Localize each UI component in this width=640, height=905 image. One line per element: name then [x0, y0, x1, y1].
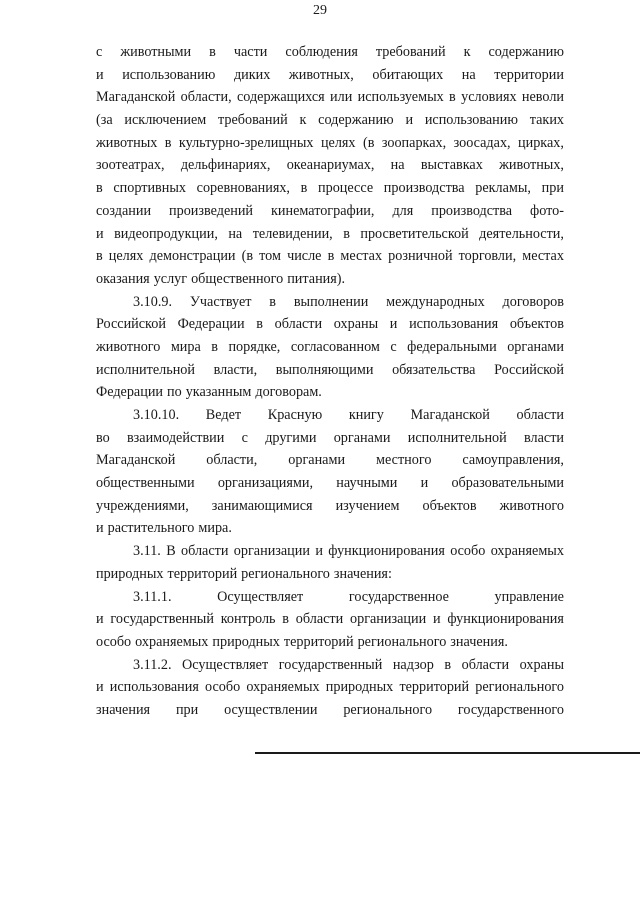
word: торговли, [458, 248, 517, 265]
word: 3.11.1. [133, 588, 172, 605]
word: Ведет [205, 407, 242, 423]
text-line [96, 359, 564, 382]
word: исполнительной [407, 429, 507, 446]
word: области [516, 407, 564, 423]
word: В [166, 543, 176, 560]
word: области, [206, 452, 258, 469]
word: во [96, 429, 110, 446]
text-line [96, 495, 564, 518]
word: дельфинариях, [180, 157, 271, 174]
word: таких [529, 112, 564, 129]
word: соревнованиях, [196, 180, 290, 197]
word: органами [288, 452, 346, 469]
word: требований [375, 44, 446, 60]
word: животными [120, 44, 192, 60]
text-line [96, 517, 564, 540]
word: (в [362, 134, 375, 151]
word: занимающимися [211, 497, 313, 514]
word: Российской [96, 316, 166, 333]
separator-line [255, 752, 640, 754]
word: объектов [422, 497, 477, 514]
word: власти, [213, 361, 258, 378]
paragraph-p1 [96, 41, 564, 291]
word: исключением [124, 112, 207, 129]
word: рекламы, [475, 180, 531, 197]
word: и [96, 520, 104, 537]
text-line [96, 472, 564, 495]
paragraph-p5 [96, 586, 564, 654]
word: в [327, 248, 335, 265]
word: функционирования [328, 543, 445, 560]
word: указанным [185, 384, 252, 401]
word: растительного [107, 520, 195, 537]
word: международных [386, 293, 485, 310]
word: условиях [461, 89, 517, 106]
text-line [96, 245, 564, 268]
word: и [405, 112, 414, 129]
word: Участвует [189, 293, 252, 310]
word: к [463, 44, 471, 60]
text-line [96, 41, 564, 64]
text-line [96, 64, 564, 87]
paragraph-p3 [96, 404, 564, 540]
word: территории [494, 66, 564, 83]
word: особо [450, 543, 486, 560]
text-line [96, 177, 564, 200]
word: значения. [450, 633, 508, 650]
word: охраняемых [246, 679, 320, 696]
word: кинематографии, [271, 202, 375, 219]
word: процессе [318, 180, 374, 197]
word: на [390, 157, 405, 174]
word: на [228, 225, 243, 242]
word: в [282, 611, 289, 628]
word: содержанию [488, 44, 564, 60]
word: неволи [521, 89, 564, 106]
word: взаимодействии [126, 429, 225, 446]
word: охраняемых [135, 633, 209, 650]
word: производства [383, 180, 465, 197]
word: Магаданской [410, 407, 490, 423]
word: целях [320, 134, 356, 151]
word: в [449, 89, 456, 106]
text-line [96, 268, 564, 291]
text-line [96, 676, 564, 699]
word: в [300, 180, 308, 197]
text-line [96, 699, 564, 722]
word: области [295, 611, 344, 628]
word: надзор [392, 656, 434, 673]
word: области [461, 656, 510, 673]
word: демонстрации [149, 248, 236, 265]
word: государственное [348, 588, 449, 605]
word: регионального [343, 701, 433, 718]
text-line [96, 86, 564, 109]
paragraph-p4 [96, 540, 564, 585]
word: в [211, 338, 218, 355]
word: оказания [96, 270, 150, 287]
word: в [343, 225, 350, 242]
word: самоуправления, [462, 452, 564, 469]
word: при [175, 701, 199, 718]
word: регионального [475, 679, 564, 696]
text-line [96, 427, 564, 450]
word: питания). [287, 270, 346, 287]
word: государственный [278, 656, 383, 673]
word: значения: [333, 565, 392, 582]
word: Осуществляет [182, 656, 269, 673]
word: целях [108, 248, 144, 265]
word: в [96, 248, 103, 265]
word: Магаданской [96, 89, 176, 106]
page-number: 29 [313, 3, 327, 18]
word: природных [96, 565, 164, 582]
word: и [96, 679, 104, 696]
word: исполнительной [96, 361, 195, 378]
text-line [96, 132, 564, 155]
word: животного [499, 497, 564, 514]
text-line [96, 200, 564, 223]
text-line [96, 608, 564, 631]
word: охраны [519, 656, 564, 673]
word: в [444, 656, 452, 673]
word: использования [409, 316, 499, 333]
word: (в [241, 248, 254, 265]
word: деятельности, [479, 225, 564, 242]
word: телевидении, [252, 225, 333, 242]
word: органами [507, 338, 564, 355]
word: создании [96, 202, 152, 219]
text-line [96, 540, 564, 563]
word: для [392, 202, 414, 219]
word: обитающих [372, 66, 444, 83]
word: Федерации [96, 384, 164, 401]
word: образовательными [451, 475, 564, 492]
word: местах [522, 248, 564, 265]
word: организации [233, 543, 310, 560]
word: управление [494, 588, 564, 605]
word: книгу [348, 407, 384, 423]
text-line [96, 154, 564, 177]
word: 3.11. [133, 543, 161, 560]
word: местного [376, 452, 432, 469]
word: спортивных [113, 180, 186, 197]
word: выставках [420, 157, 483, 174]
word: с [96, 44, 103, 60]
paragraph-p6 [96, 654, 564, 722]
word: зоосадах, [453, 134, 511, 151]
word: животных, [288, 66, 354, 83]
text-line [96, 336, 564, 359]
word: в [209, 44, 216, 60]
word: научными [336, 475, 398, 492]
word: с [390, 338, 397, 355]
word: требований [218, 112, 288, 129]
word: просветительской [360, 225, 469, 242]
word: организации [350, 611, 427, 628]
word: в [164, 134, 172, 151]
word: используемых [357, 89, 444, 106]
word: территорий [399, 679, 470, 696]
word: охраняемых [490, 543, 564, 560]
word: в [269, 293, 276, 310]
word: в [256, 316, 263, 333]
word: зоотеатрах, [96, 157, 165, 174]
text-line [96, 404, 564, 427]
word: с [241, 429, 248, 446]
word: и [432, 611, 441, 628]
word: видеопродукции, [114, 225, 218, 242]
word: 3.11.2. [133, 656, 172, 673]
word: животных [96, 134, 158, 151]
word: регионального [357, 633, 447, 650]
word: и [315, 543, 323, 560]
word: учреждениями, [96, 497, 189, 514]
word: согласованном [290, 338, 380, 355]
word: розничной [388, 248, 453, 265]
word: договорам. [255, 384, 322, 401]
word: территорий [167, 565, 238, 582]
word: культурно-зрелищных [178, 134, 314, 151]
word: по [167, 384, 182, 401]
word: соблюдения [285, 44, 358, 60]
word: федеральными [407, 338, 497, 355]
word: животного [96, 338, 161, 355]
word: или [330, 89, 353, 106]
word: океанариумах, [286, 157, 375, 174]
word: особо [205, 679, 241, 696]
word: особо [96, 633, 132, 650]
word: общественными [96, 475, 195, 492]
word: изучением [335, 497, 400, 514]
word: порядке, [228, 338, 281, 355]
word: (за [96, 112, 113, 129]
word: Магаданской [96, 452, 176, 469]
word: природных [212, 633, 280, 650]
word: и [96, 611, 104, 628]
word: власти [524, 429, 564, 446]
word: и [96, 225, 104, 242]
word: 3.10.9. [133, 293, 173, 310]
word: диких [233, 66, 271, 83]
text-line [96, 313, 564, 336]
word: Российской [494, 361, 564, 378]
word: регионального [241, 565, 330, 582]
text-line [96, 654, 564, 677]
word: мира. [198, 520, 232, 537]
word: и [389, 316, 398, 333]
text-line [96, 631, 564, 654]
word: области [181, 543, 229, 560]
word: 3.10.10. [133, 407, 180, 423]
word: при [541, 180, 564, 197]
word: общественного [191, 270, 284, 287]
word: произведений [169, 202, 254, 219]
word: обязательства [392, 361, 476, 378]
word: местах [340, 248, 383, 265]
word: функционирования [447, 611, 564, 628]
word: природных [325, 679, 394, 696]
word: объектов [509, 316, 564, 333]
word: использования [109, 679, 199, 696]
word: животных, [499, 157, 564, 174]
paragraph-p2 [96, 291, 564, 404]
word: использованию [424, 112, 518, 129]
text-line [96, 223, 564, 246]
word: содержанию [318, 112, 394, 129]
word: выполнении [293, 293, 369, 310]
word: организациями, [217, 475, 314, 492]
word: в [96, 180, 103, 197]
text-line [96, 586, 564, 609]
word: государственный [110, 611, 214, 628]
word: производства [431, 202, 513, 219]
text-line [96, 291, 564, 314]
word: на [461, 66, 476, 83]
text-line [96, 109, 564, 132]
word: выполняющими [275, 361, 374, 378]
word: договоров [502, 293, 564, 310]
word: и [96, 66, 104, 83]
word: значения [96, 701, 151, 718]
word: числе [287, 248, 322, 265]
word: к [299, 112, 307, 129]
word: охраны [333, 316, 379, 333]
word: области, [180, 89, 232, 106]
word: части [233, 44, 268, 60]
text-line [96, 563, 564, 586]
word: осуществлении [224, 701, 318, 718]
word: Красную [267, 407, 323, 423]
word: том [259, 248, 281, 265]
word: области [274, 316, 323, 333]
word: цирках, [518, 134, 564, 151]
word: Осуществляет [217, 588, 304, 605]
word: Федерации [177, 316, 245, 333]
word: государственного [457, 701, 564, 718]
document-body [96, 41, 564, 722]
word: зоопарках, [381, 134, 447, 151]
word: фото- [530, 202, 564, 219]
word: услуг [153, 270, 188, 287]
word: мира [170, 338, 201, 355]
word: территорий [283, 633, 354, 650]
word: контроль [220, 611, 276, 628]
text-line [96, 449, 564, 472]
word: использованию [122, 66, 216, 83]
word: другими [265, 429, 317, 446]
text-line [96, 381, 564, 404]
word: и [420, 475, 429, 492]
word: органами [333, 429, 391, 446]
word: содержащихся [236, 89, 325, 106]
